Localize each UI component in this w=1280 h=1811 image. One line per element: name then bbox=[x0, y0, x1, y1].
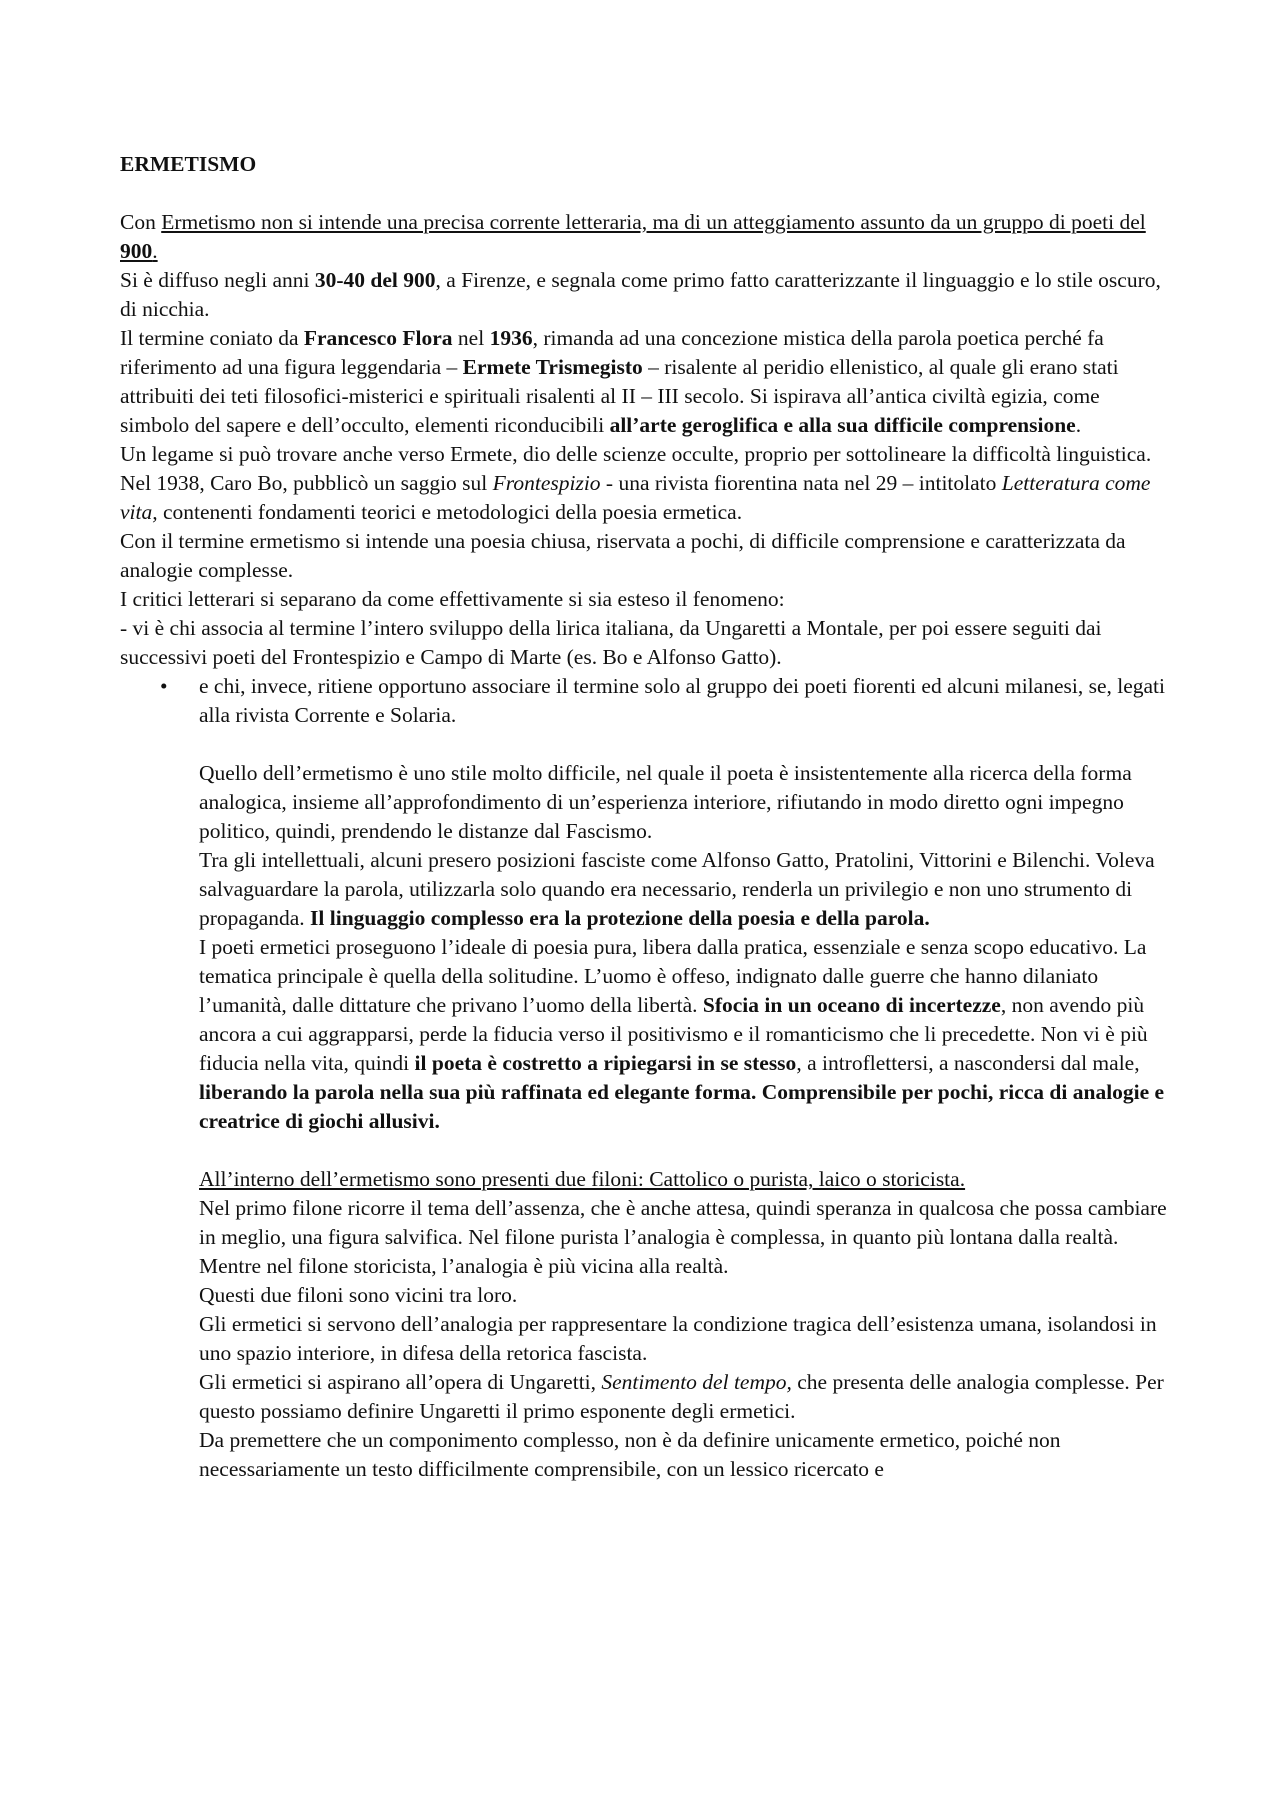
paragraph-frontespizio bbox=[120, 469, 1170, 527]
bold-text: 1936 bbox=[489, 326, 533, 350]
paragraph-two-branches: All’interno dell’ermetismo sono presenti due filoni: Cattolico o purista, laico o storicista. bbox=[199, 1167, 966, 1191]
bold-text: Sfocia in un oceano di incertezze bbox=[702, 993, 1001, 1017]
text-span: Il termine coniato da bbox=[120, 326, 304, 350]
document-title: ERMETISMO bbox=[120, 152, 257, 176]
text-span: I poeti ermetici proseguono l’ideale di poesia pura, libera dalla pratica, essenziale e senza scopo educativo. La tematica principale è quella della solitudine. L’uomo è offeso, indignato dalle guerre che hanno dilaniato l’umanità, dalle dittature che privano l’uomo della libertà. bbox=[199, 935, 1147, 1017]
paragraph-definition bbox=[120, 208, 1170, 266]
bold-text: 30-40 del 900 bbox=[314, 268, 436, 292]
paragraph-critics: I critici letterari si separano da come effettivamente si sia esteso il fenomeno: bbox=[120, 587, 785, 611]
paragraph-first-branch: Nel primo filone ricorre il tema dell’assenza, che è anche attesa, quindi speranza in qualcosa che possa cambiare in meglio, una figura salvifica. Nel filone purista l’analogia è complessa, in quanto più lontana dalla realtà. Mentre nel filone storicista, l’analogia è più vicina alla realtà. bbox=[199, 1196, 1167, 1278]
text-span: Tra gli intellettuali, alcuni presero posizioni fasciste come Alfonso Gatto, Pratolini, Vittorini e Bilenchi. Voleva salvaguardare la parola, utilizzarla solo quando era necessario, renderla un privilegio e non uno strumento di propaganda. bbox=[199, 848, 1155, 930]
text-span: contenenti fondamenti teorici e metodologici della poesia ermetica. bbox=[157, 500, 743, 524]
paragraph-dash-item: - vi è chi associa al termine l’intero sviluppo della lirica italiana, da Ungaretti a Montale, per poi essere seguiti dai successivi poeti del Frontespizio e Campo di Marte (es. Bo e Alfonso Gatto). bbox=[120, 616, 1102, 669]
text-span: Con bbox=[120, 210, 162, 234]
text-span: Gli ermetici si aspirano all’opera di Ungaretti, bbox=[199, 1370, 602, 1394]
text-span: Si è diffuso negli anni bbox=[120, 268, 315, 292]
paragraph-analogy: Gli ermetici si servono dell’analogia per rappresentare la condizione tragica dell’esistenza umana, isolandosi in uno spazio interiore, in difesa della retorica fascista. bbox=[199, 1312, 1157, 1365]
paragraph-ungaretti bbox=[199, 1368, 1170, 1426]
paragraph-diffusion bbox=[120, 266, 1170, 324]
bullet-item bbox=[120, 672, 1170, 730]
text-span: , a Firenze, e segnala come primo fatto caratterizzante il linguaggio e lo stile oscuro, di nicchia. bbox=[120, 268, 1161, 321]
paragraph-term-origin bbox=[120, 324, 1170, 440]
text-span: Ermetismo non si intende una precisa corrente letteraria, ma di un atteggiamento assunto da un gruppo di poeti del bbox=[161, 210, 1146, 234]
text-span: , a introflettersi, a nascondersi dal male, bbox=[796, 1051, 1140, 1075]
text-span: . bbox=[1075, 413, 1082, 437]
paragraph-premise: Da premettere che un componimento complesso, non è da definire unicamente ermetico, poiché non necessariamente un testo difficilmente comprensibile, con un lessico ricercato e bbox=[199, 1428, 1061, 1481]
paragraph-pure-poetry bbox=[199, 933, 1170, 1136]
paragraph-closed-poetry: Con il termine ermetismo si intende una poesia chiusa, riservata a pochi, di difficile comprensione e caratterizzata da analogie complesse. bbox=[120, 529, 1126, 582]
bold-text: liberando la parola nella sua più raffinata ed elegante forma. Comprensibile per pochi, ricca di analogie e creatrice di giochi allusivi. bbox=[199, 1080, 1165, 1133]
paragraph-close-branches: Questi due filoni sono vicini tra loro. bbox=[199, 1283, 518, 1307]
text-span: - una rivista fiorentina nata nel 29 – intitolato bbox=[600, 471, 1002, 495]
bold-text: Ermete Trismegisto bbox=[462, 355, 643, 379]
paragraph-style: Quello dell’ermetismo è uno stile molto difficile, nel quale il poeta è insistentemente alla ricerca della forma analogica, insieme all’approfondimento di un’esperienza interiore, rifiutando in modo diretto ogni impegno politico, quindi, prendendo le distanze dal Fascismo. bbox=[199, 761, 1132, 843]
text-span: Nel 1938, Caro Bo, pubblicò un saggio sul bbox=[120, 471, 493, 495]
bullet-text: e chi, invece, ritiene opportuno associare il termine solo al gruppo dei poeti fiorenti ed alcuni milanesi, se, legati alla rivista Corrente e Solaria. bbox=[199, 674, 1165, 727]
paragraph-intellectuals bbox=[199, 846, 1170, 933]
bullet-icon: • bbox=[160, 674, 168, 698]
bold-text: Francesco Flora bbox=[303, 326, 453, 350]
italic-text: Sentimento del tempo, bbox=[601, 1370, 792, 1394]
bold-text: 900 bbox=[120, 239, 153, 263]
text-span: che presenta delle analogia complesse. Per questo possiamo definire Ungaretti il primo esponente degli ermetici. bbox=[199, 1370, 1164, 1423]
blank-line bbox=[120, 730, 1170, 759]
italic-text: Letteratura come vita, bbox=[120, 471, 1151, 524]
blank-line bbox=[120, 1136, 1170, 1165]
bold-text: Il linguaggio complesso era la protezione della poesia e della parola. bbox=[310, 906, 930, 930]
document-page bbox=[120, 150, 1170, 1484]
text-span: . bbox=[152, 239, 158, 263]
underlined-text bbox=[120, 210, 1146, 263]
text-span: , non avendo più ancora a cui aggrapparsi, perde la fiducia verso il positivismo e il romanticismo che li precedette. Non vi è più fiducia nella vita, quindi bbox=[199, 993, 1148, 1075]
text-span: nel bbox=[452, 326, 490, 350]
text-span: , rimanda ad una concezione mistica della parola poetica perché fa riferimento ad una figura leggendaria – bbox=[120, 326, 1104, 379]
bold-text: all’arte geroglifica e alla sua difficile comprensione bbox=[609, 413, 1076, 437]
text-span: – risalente al peridio ellenistico, al quale gli erano stati attribuiti dei teti filosofici-misterici e spirituali risalenti al II – III secolo. Si ispirava all’antica civiltà egizia, come simbolo del sapere e dell’occulto, elementi riconducibili bbox=[120, 355, 1119, 437]
italic-text: Frontespizio bbox=[492, 471, 601, 495]
bold-text: il poeta è costretto a ripiegarsi in se stesso bbox=[414, 1051, 797, 1075]
paragraph-ermete: Un legame si può trovare anche verso Ermete, dio delle scienze occulte, proprio per sottolineare la difficoltà linguistica. bbox=[120, 442, 1152, 466]
